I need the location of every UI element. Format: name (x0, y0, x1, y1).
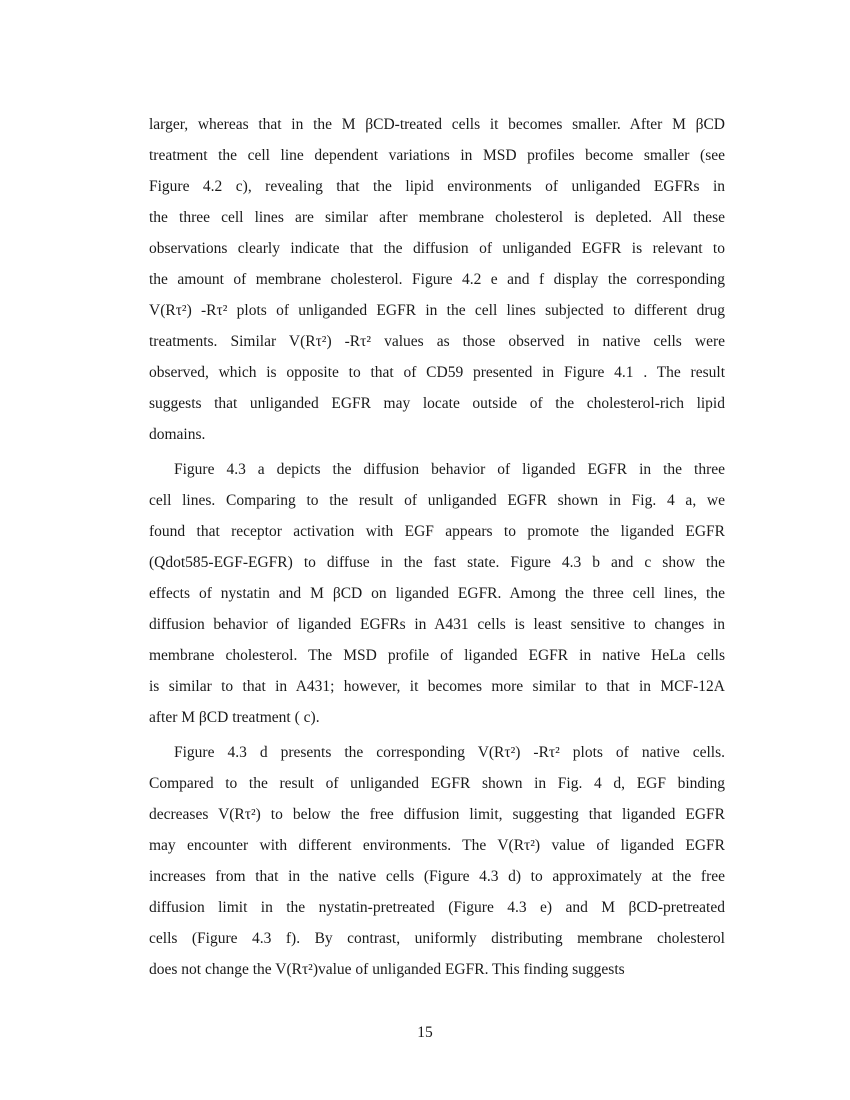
text-line: the amount of membrane cholesterol. Figure 4.2 e and f display the corresponding (149, 271, 725, 288)
text-line: treatments. Similar V(Rτ²) -Rτ² values as those observed in native cells were (149, 333, 725, 350)
text-line: domains. (149, 426, 206, 443)
text-line: V(Rτ²) -Rτ² plots of unliganded EGFR in the cell lines subjected to different drug (149, 302, 725, 319)
text-line: decreases V(Rτ²) to below the free diffusion limit, suggesting that liganded EGFR (149, 806, 725, 823)
paragraph-3 (149, 737, 725, 985)
text-line: diffusion limit in the nystatin-pretreated (Figure 4.3 e) and M βCD-pretreated (149, 899, 725, 916)
text-line: (Qdot585-EGF-EGFR) to diffuse in the fast state. Figure 4.3 b and c show the (149, 554, 725, 571)
text-line: diffusion behavior of liganded EGFRs in A431 cells is least sensitive to changes in (149, 616, 725, 633)
text-line: cell lines. Comparing to the result of unliganded EGFR shown in Fig. 4 a, we (149, 492, 725, 509)
text-line: found that receptor activation with EGF appears to promote the liganded EGFR (149, 523, 725, 540)
text-line: the three cell lines are similar after membrane cholesterol is depleted. All these (149, 209, 725, 226)
text-line: larger, whereas that in the M βCD-treated cells it becomes smaller. After M βCD (149, 116, 725, 133)
page-body (149, 109, 725, 985)
text-line: Compared to the result of unliganded EGFR shown in Fig. 4 d, EGF binding (149, 775, 725, 792)
text-line: Figure 4.3 d presents the corresponding V(Rτ²) -Rτ² plots of native cells. (174, 744, 725, 761)
text-line: may encounter with different environments. The V(Rτ²) value of liganded EGFR (149, 837, 725, 854)
paragraph-2 (149, 454, 725, 733)
page-number: 15 (417, 1024, 433, 1041)
text-line: membrane cholesterol. The MSD profile of liganded EGFR in native HeLa cells (149, 647, 725, 664)
paragraph-1 (149, 109, 725, 450)
text-line: Figure 4.3 a depicts the diffusion behavior of liganded EGFR in the three (174, 461, 725, 478)
text-line: is similar to that in A431; however, it becomes more similar to that in MCF-12A (149, 678, 725, 695)
text-line: observed, which is opposite to that of CD59 presented in Figure 4.1 . The result (149, 364, 725, 381)
text-line: Figure 4.2 c), revealing that the lipid environments of unliganded EGFRs in (149, 178, 725, 195)
text-line: after M βCD treatment ( c). (149, 709, 320, 726)
text-line: observations clearly indicate that the diffusion of unliganded EGFR is relevant to (149, 240, 725, 257)
text-line: cells (Figure 4.3 f). By contrast, uniformly distributing membrane cholesterol (149, 930, 725, 947)
text-line: suggests that unliganded EGFR may locate outside of the cholesterol-rich lipid (149, 395, 725, 412)
text-line: treatment the cell line dependent variations in MSD profiles become smaller (see (149, 147, 725, 164)
text-line: increases from that in the native cells (Figure 4.3 d) to approximately at the free (149, 868, 725, 885)
text-line: effects of nystatin and M βCD on liganded EGFR. Among the three cell lines, the (149, 585, 725, 602)
text-line: does not change the V(Rτ²)value of unliganded EGFR. This finding suggests (149, 961, 625, 978)
